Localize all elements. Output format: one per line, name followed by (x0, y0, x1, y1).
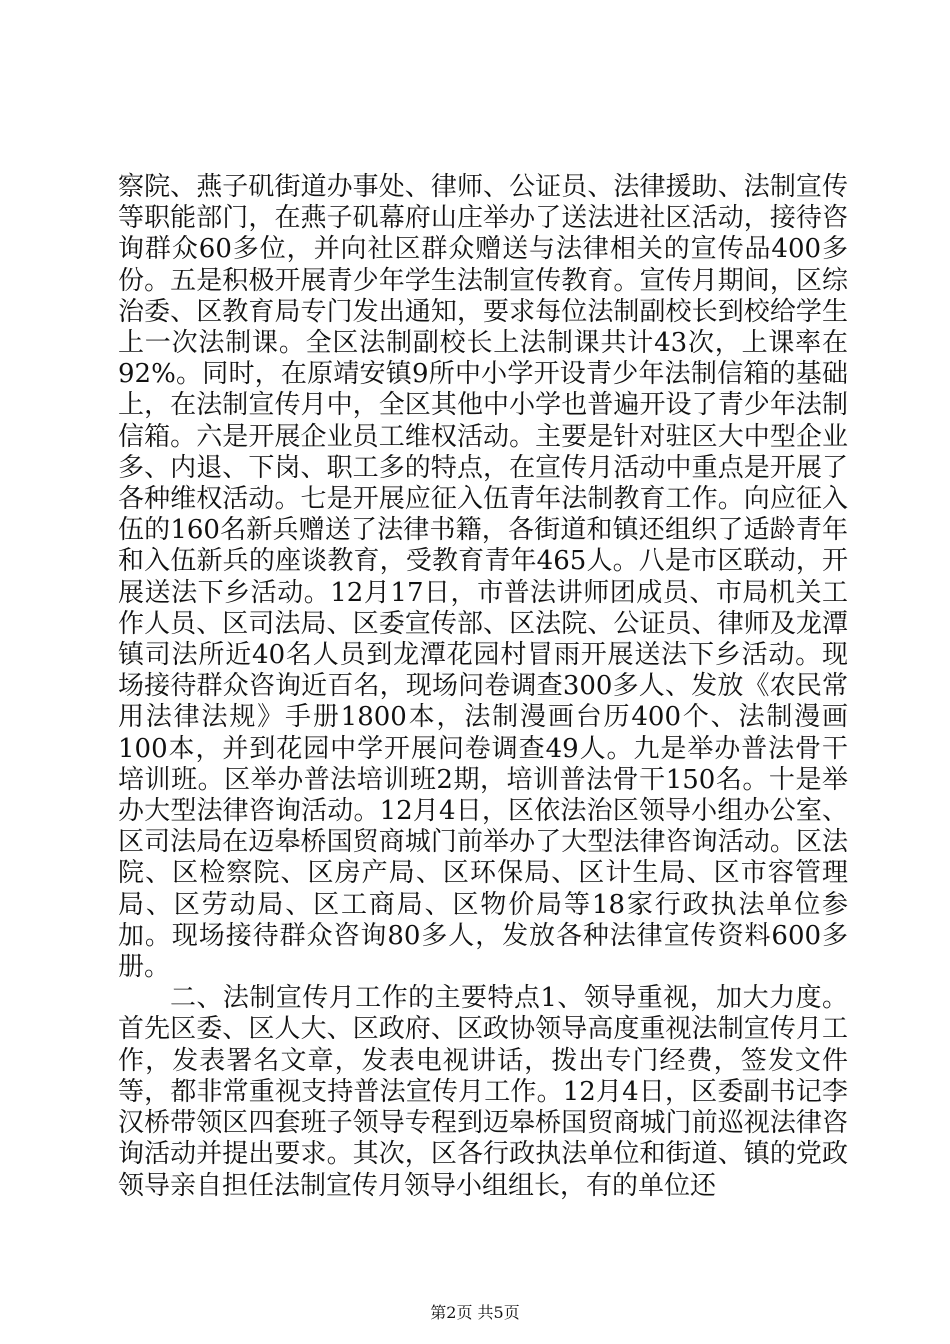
document-body (118, 172, 848, 1202)
paragraph-section-two: 二、法制宣传月工作的主要特点1、领导重视，加大力度。首先区委、区人大、区政府、区政协领导高度重视法制宣传月工作，发表署名文章，发表电视讲话，拨出专门经费，签发文件等，都非常重视支持普法宣传月工作。12月4日，区委副书记李汉桥带领区四套班子领导专程到迈皋桥国贸商城门前巡视法律咨询活动并提出要求。其次，区各行政执法单位和街道、镇的党政领导亲自担任法制宣传月领导小组组长，有的单位还 (118, 983, 848, 1201)
page-footer: 第2页 共5页 (430, 1303, 520, 1322)
paragraph-continuation: 察院、燕子矶街道办事处、律师、公证员、法律援助、法制宣传等职能部门，在燕子矶幕府山庄举办了送法进社区活动，接待咨询群众60多位，并向社区群众赠送与法律相关的宣传品400多份。五是积极开展青少年学生法制宣传教育。宣传月期间，区综治委、区教育局专门发出通知，要求每位法制副校长到校给学生上一次法制课。全区法制副校长上法制课共计43次，上课率在92%。同时，在原靖安镇9所中小学开设青少年法制信箱的基础上，在法制宣传月中，全区其他中小学也普遍开设了青少年法制信箱。六是开展企业员工维权活动。主要是针对驻区大中型企业多、内退、下岗、职工多的特点，在宣传月活动中重点是开展了各种维权活动。七是开展应征入伍青年法制教育工作。向应征入伍的160名新兵赠送了法律书籍，各街道和镇还组织了适龄青年和入伍新兵的座谈教育，受教育青年465人。八是市区联动，开展送法下乡活动。12月17日，市普法讲师团成员、市局机关工作人员、区司法局、区委宣传部、区法院、公证员、律师及龙潭镇司法所近40名人员到龙潭花园村冒雨开展送法下乡活动。现场接待群众咨询近百名，现场问卷调查300多人、发放《农民常用法律法规》手册1800本，法制漫画台历400个、法制漫画100本，并到花园中学开展问卷调查49人。九是举办普法骨干培训班。区举办普法培训班2期，培训普法骨干150名。十是举办大型法律咨询活动。12月4日，区依法治区领导小组办公室、区司法局在迈皋桥国贸商城门前举办了大型法律咨询活动。区法院、区检察院、区房产局、区环保局、区计生局、区市容管理局、区劳动局、区工商局、区物价局等18家行政执法单位参加。现场接待群众咨询80多人，发放各种法律宣传资料600多册。 (118, 172, 848, 983)
